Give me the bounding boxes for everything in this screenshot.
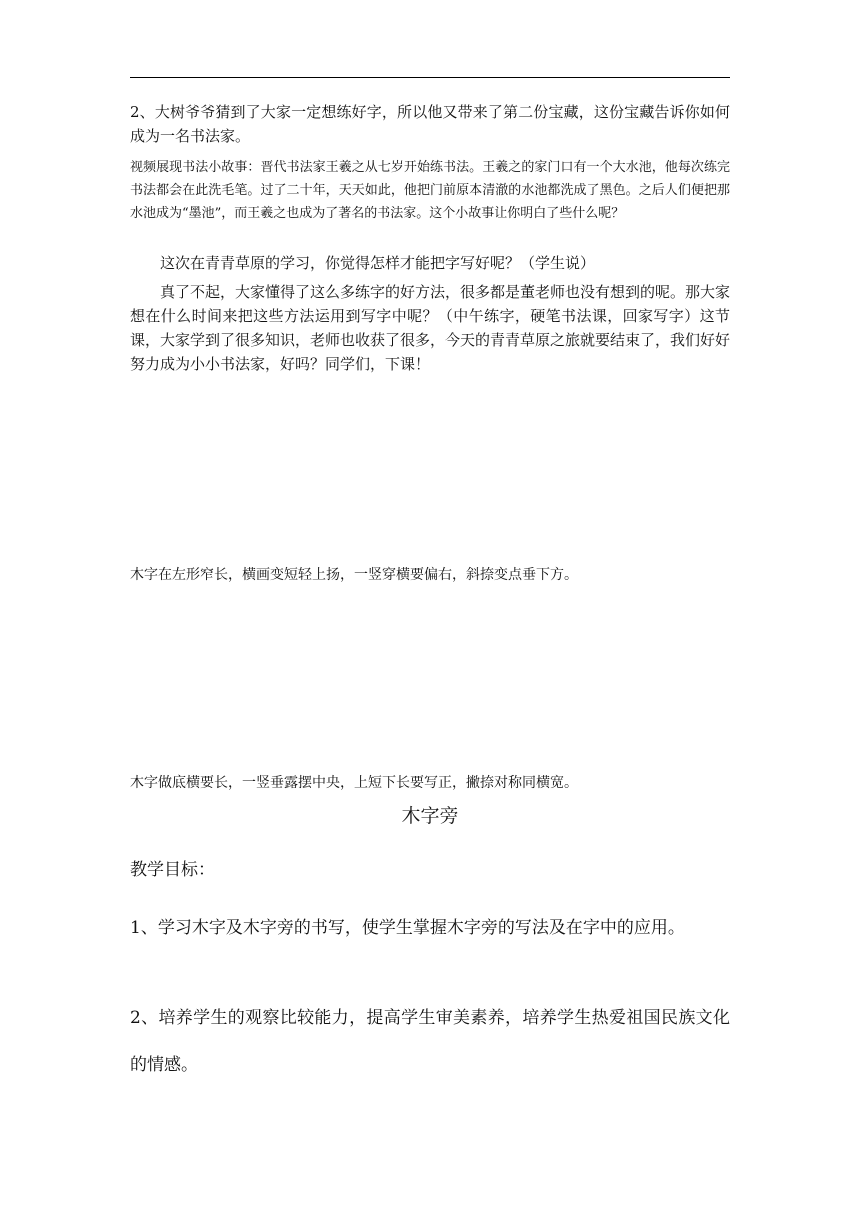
paragraph-second-treasure: 2、大树爷爷猜到了大家一定想练好字，所以他又带来了第二份宝藏，这份宝藏告诉你如何成为一名书法家。 [130,103,730,145]
section-title: 木字旁 [401,805,459,827]
paragraph-question: 这次在青青草原的学习，你觉得怎样才能把字写好呢？（学生说） [160,254,596,272]
rhyme-bottom-radical: 木字做底横要长，一竖垂露摆中央，上短下长要写正，撇捺对称同横宽。 [130,775,578,791]
paragraph-conclusion: 真了不起，大家懂得了这么多练字的好方法，很多都是董老师也没有想到的呢。那大家想在什么时间来把这些方法运用到写字中呢？（中午练字，硬笔书法课，回家写字）这节课，大家学到了很多知识，老师也收获了很多，今天的青青草原之旅就要结束了，我们好好努力成为小小书法家，好吗？同学们，下课！ [130,283,731,373]
goal-item-1: 1、学习木字及木字旁的书写，使学生掌握木字旁的写法及在字中的应用。 [130,918,685,938]
goal-item-2: 2、培养学生的观察比较能力，提高学生审美素养，培养学生热爱祖国民族文化的情感。 [130,1008,730,1075]
rhyme-left-radical: 木字在左形窄长，横画变短轻上扬，一竖穿横要偏右，斜捺变点垂下方。 [130,567,578,583]
header-rule [130,77,730,78]
paragraph-calligraphy-story: 视频展现书法小故事：晋代书法家王羲之从七岁开始练书法。王羲之的家门口有一个大水池，他每次练完书法都会在此洗毛笔。过了二十年，天天如此，他把门前原本清澈的水池都洗成了黑色。之后人们便把那水池成为“墨池”，而王羲之也成为了著名的书法家。这个小故事让你明白了些什么呢？ [130,160,730,221]
goals-label: 教学目标： [130,860,215,880]
